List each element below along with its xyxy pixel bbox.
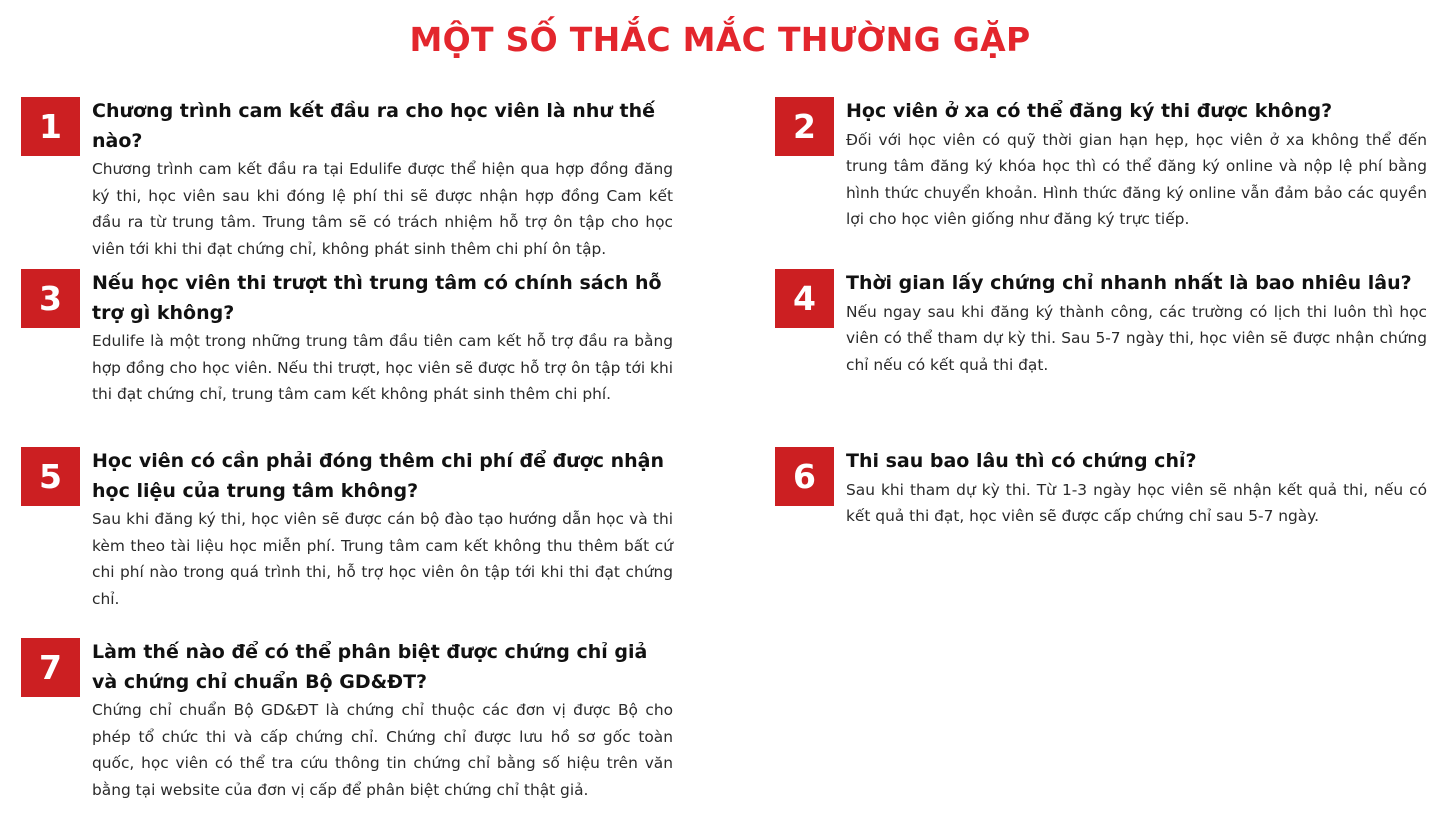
faq-answer: Đối với học viên có quỹ thời gian hạn hẹp, học viên ở xa không thể đến trung tâm đăng ký khóa học thì có thể đăng ký online và nộp lệ phí bằng hình thức chuyển khoản. Hình thức đăng ký online vẫn đảm bảo các quyền lợi cho học viên giống như đăng ký trực tiếp. — [846, 130, 1427, 228]
faq-answer: Sau khi đăng ký thi, học viên sẽ được cán bộ đào tạo hướng dẫn học và thi kèm theo tài liệu học miễn phí. Trung tâm cam kết không thu thêm bất cứ chi phí nào trong quá trình thi, hỗ trợ học viên ôn tập tới khi thi đạt chứng chỉ. — [92, 510, 673, 608]
faq-content — [846, 447, 1427, 530]
faq-answer: Nếu ngay sau khi đăng ký thành công, các trường có lịch thi luôn thì học viên có thể tham dự kỳ thi. Sau 5-7 ngày thi, học viên sẽ được nhận chứng chỉ nếu có kết quả thi đạt. — [846, 302, 1427, 374]
faq-number-badge: 1 — [21, 97, 80, 156]
faq-question: Chương trình cam kết đầu ra cho học viên là như thế nào? — [92, 100, 655, 152]
faq-number-badge: 4 — [775, 269, 834, 328]
faq-content — [846, 269, 1427, 378]
faq-answer: Sau khi tham dự kỳ thi. Từ 1-3 ngày học viên sẽ nhận kết quả thi, nếu có kết quả thi đạt, học viên sẽ được cấp chứng chỉ sau 5-7 ngày. — [846, 480, 1427, 525]
faq-content — [92, 269, 673, 408]
faq-answer: Chứng chỉ chuẩn Bộ GD&ĐT là chứng chỉ thuộc các đơn vị được Bộ cho phép tổ chức thi và cấp chứng chỉ. Chứng chỉ được lưu hồ sơ gốc toàn quốc, học viên có thể tra cứu thông tin chứng chỉ bằng số hiệu trên văn bằng tại website của đơn vị cấp để phân biệt chứng chỉ thật giả. — [92, 701, 673, 799]
faq-question: Thi sau bao lâu thì có chứng chỉ? — [846, 450, 1197, 472]
faq-number-badge: 5 — [21, 447, 80, 506]
faq-question: Thời gian lấy chứng chỉ nhanh nhất là bao nhiêu lâu? — [846, 272, 1412, 294]
faq-answer: Chương trình cam kết đầu ra tại Edulife được thể hiện qua hợp đồng đăng ký thi, học viên sau khi đóng lệ phí thi sẽ được nhận hợp đồng Cam kết đầu ra từ trung tâm. Trung tâm sẽ có trách nhiệm hỗ trợ ôn tập cho học viên tới khi thi đạt chứng chỉ, không phát sinh thêm chi phí ôn tập. — [92, 160, 673, 258]
faq-question: Học viên ở xa có thể đăng ký thi được không? — [846, 100, 1333, 122]
faq-content — [92, 447, 673, 612]
faq-content — [846, 97, 1427, 233]
faq-question: Làm thế nào để có thể phân biệt được chứng chỉ giả và chứng chỉ chuẩn Bộ GD&ĐT? — [92, 641, 648, 693]
faq-number-badge: 2 — [775, 97, 834, 156]
faq-number-badge: 7 — [21, 638, 80, 697]
faq-number-badge: 3 — [21, 269, 80, 328]
faq-question: Nếu học viên thi trượt thì trung tâm có chính sách hỗ trợ gì không? — [92, 272, 662, 324]
faq-content — [92, 97, 673, 262]
faq-content — [92, 638, 673, 803]
faq-answer: Edulife là một trong những trung tâm đầu tiên cam kết hỗ trợ đầu ra bằng hợp đồng cho học viên. Nếu thi trượt, học viên sẽ được hỗ trợ ôn tập tới khi thi đạt chứng chỉ, trung tâm cam kết không phát sinh thêm chi phí. — [92, 332, 673, 403]
page-title: MỘT SỐ THẮC MẮC THƯỜNG GẶP — [409, 20, 1031, 59]
faq-number-badge: 6 — [775, 447, 834, 506]
faq-question: Học viên có cần phải đóng thêm chi phí để được nhận học liệu của trung tâm không? — [92, 450, 665, 502]
